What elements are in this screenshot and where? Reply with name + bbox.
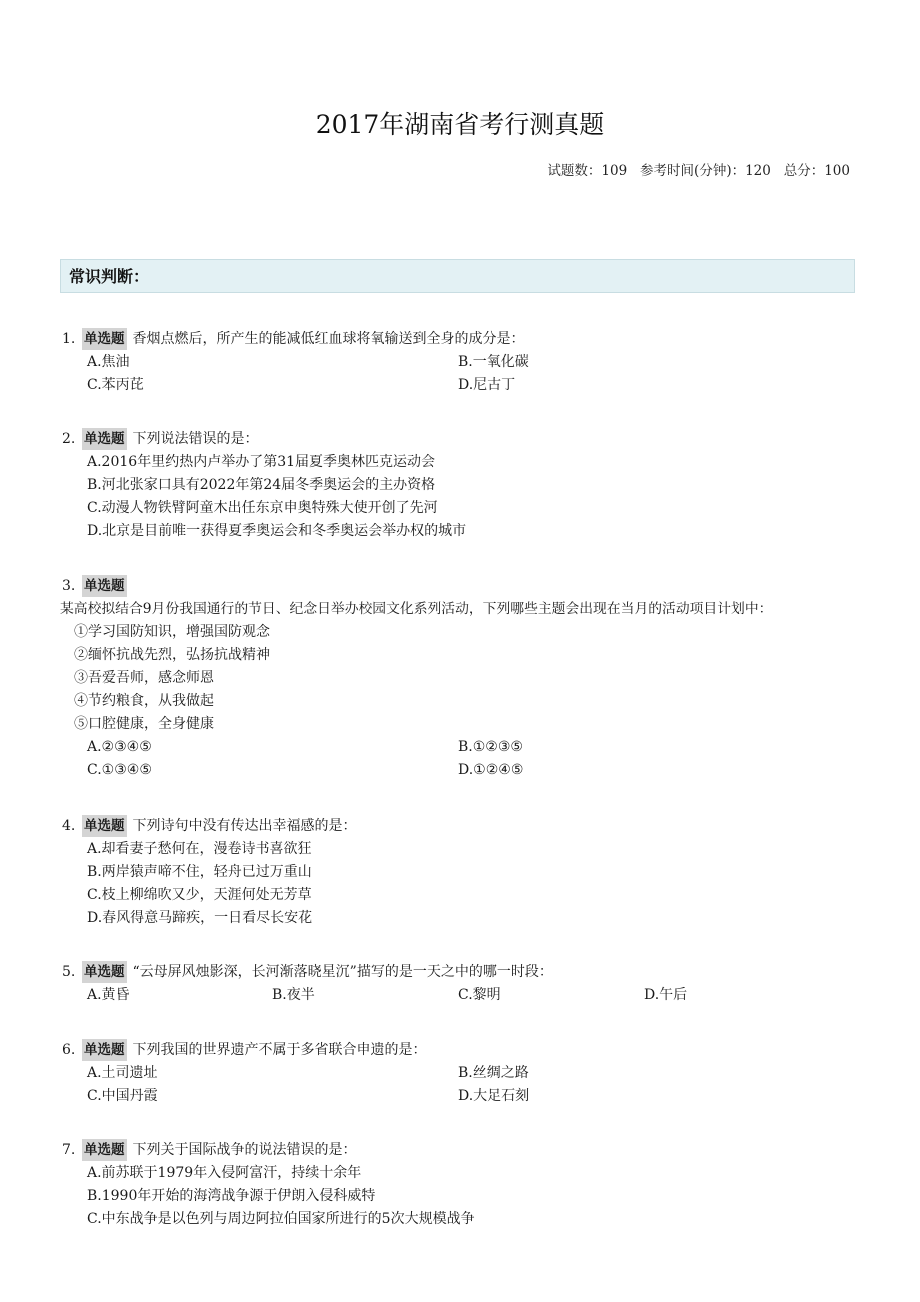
question-number: 4.	[62, 818, 76, 834]
question-stem: 下列我国的世界遗产不属于多省联合申遗的是：	[132, 1042, 427, 1058]
question-type-badge: 单选题	[82, 428, 127, 450]
section-header	[60, 259, 855, 293]
question-type-badge: 单选题	[82, 1139, 127, 1161]
option-b[interactable]: B.一氧化碳	[458, 354, 529, 370]
question-1	[62, 328, 857, 397]
option-d[interactable]: D.春风得意马蹄疾，一日看尽长安花	[87, 910, 313, 926]
question-4	[62, 815, 857, 930]
option-c[interactable]: C.黎明	[458, 987, 501, 1003]
question-number: 5.	[62, 964, 76, 980]
question-stem: “云母屏风烛影深，长河渐落晓星沉”描写的是一天之中的哪一时段：	[132, 964, 553, 980]
option-c[interactable]: C.中东战争是以色列与周边阿拉伯国家所进行的5次大规模战争	[87, 1211, 475, 1227]
option-b[interactable]: B.①②③⑤	[458, 739, 523, 755]
option-a[interactable]: A.前苏联于1979年入侵阿富汗，持续十余年	[87, 1165, 362, 1181]
option-c[interactable]: C.枝上柳绵吹又少，天涯何处无芳草	[87, 887, 312, 903]
question-type-badge: 单选题	[82, 328, 127, 350]
question-stem: 某高校拟结合9月份我国通行的节日、纪念日举办校园文化系列活动，下列哪些主题会出现在当月的活动项目计划中：	[60, 601, 773, 617]
option-c[interactable]: C.中国丹霞	[87, 1088, 158, 1104]
section-title: 常识判断：	[69, 267, 150, 286]
question-number: 1.	[62, 331, 76, 347]
question-stem: 下列诗句中没有传达出幸福感的是：	[132, 818, 357, 834]
option-d[interactable]: D.午后	[644, 987, 688, 1003]
question-7	[62, 1139, 857, 1231]
question-type-badge: 单选题	[82, 1039, 127, 1061]
option-a[interactable]: A.②③④⑤	[87, 739, 152, 755]
option-a[interactable]: A.黄昏	[87, 987, 130, 1003]
option-a[interactable]: A.2016年里约热内卢举办了第31届夏季奥林匹克运动会	[87, 454, 436, 470]
option-d[interactable]: D.①②④⑤	[458, 762, 524, 778]
question-type-badge: 单选题	[82, 815, 127, 837]
exam-meta: 试题数：109 参考时间(分钟)：120 总分：100	[547, 163, 850, 179]
option-b[interactable]: B.两岸猿声啼不住，轻舟已过万重山	[87, 864, 312, 880]
option-a[interactable]: A.焦油	[87, 354, 130, 370]
question-stem: 下列说法错误的是：	[132, 431, 259, 447]
question-stem: 香烟点燃后，所产生的能减低红血球将氧输送到全身的成分是：	[132, 331, 525, 347]
statement-4: ④节约粮食，从我做起	[74, 693, 214, 709]
option-c[interactable]: C.苯丙芘	[87, 377, 144, 393]
option-a[interactable]: A.土司遗址	[87, 1065, 158, 1081]
option-d[interactable]: D.尼古丁	[458, 377, 516, 393]
option-c[interactable]: C.①③④⑤	[87, 762, 152, 778]
statement-1: ①学习国防知识，增强国防观念	[74, 624, 270, 640]
statement-3: ③吾爱吾师，感念师恩	[74, 670, 214, 686]
option-c[interactable]: C.动漫人物铁臂阿童木出任东京申奥特殊大使开创了先河	[87, 500, 438, 516]
question-6	[62, 1039, 857, 1108]
option-b[interactable]: B.夜半	[272, 987, 315, 1003]
option-b[interactable]: B.丝绸之路	[458, 1065, 529, 1081]
option-d[interactable]: D.大足石刻	[458, 1088, 530, 1104]
statement-5: ⑤口腔健康，全身健康	[74, 716, 214, 732]
question-5	[62, 961, 857, 1007]
question-3	[60, 575, 860, 782]
option-b[interactable]: B.河北张家口具有2022年第24届冬季奥运会的主办资格	[87, 477, 436, 493]
question-type-badge: 单选题	[82, 575, 127, 597]
question-number: 3.	[62, 578, 76, 594]
question-2	[62, 428, 857, 543]
question-number: 7.	[62, 1142, 76, 1158]
question-number: 6.	[62, 1042, 76, 1058]
option-a[interactable]: A.却看妻子愁何在，漫卷诗书喜欲狂	[87, 841, 312, 857]
option-d[interactable]: D.北京是目前唯一获得夏季奥运会和冬季奥运会举办权的城市	[87, 523, 467, 539]
option-b[interactable]: B.1990年开始的海湾战争源于伊朗入侵科威特	[87, 1188, 376, 1204]
question-number: 2.	[62, 431, 76, 447]
question-stem: 下列关于国际战争的说法错误的是：	[132, 1142, 357, 1158]
statement-2: ②缅怀抗战先烈，弘扬抗战精神	[74, 647, 270, 663]
page-title: 2017年湖南省考行测真题	[315, 110, 605, 139]
question-type-badge: 单选题	[82, 961, 127, 983]
